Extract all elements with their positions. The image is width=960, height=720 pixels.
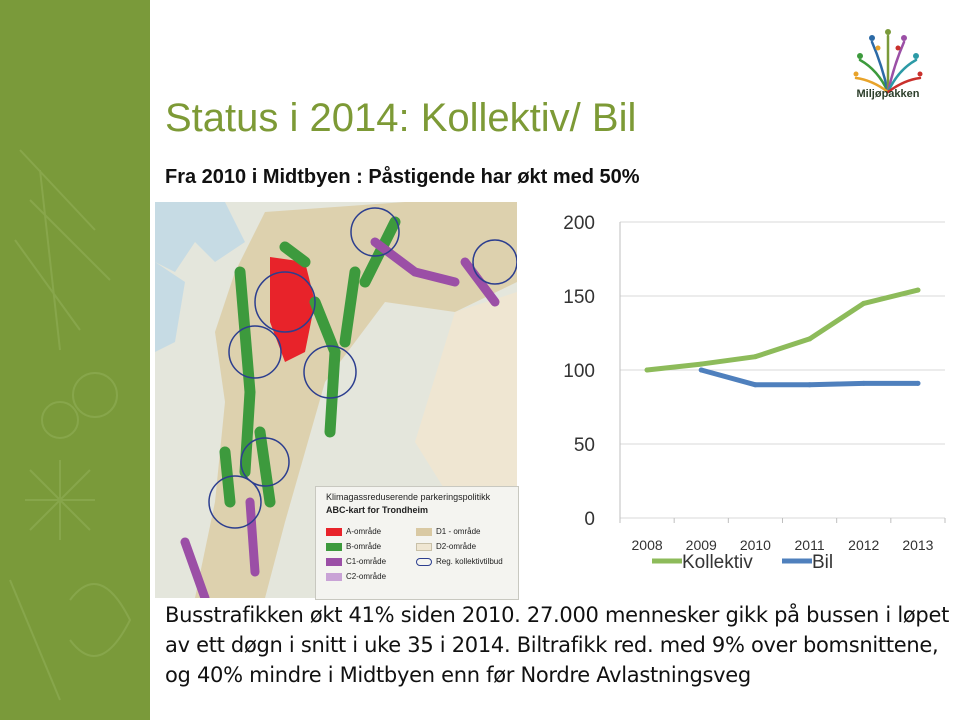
legend-label: C1-område — [346, 557, 387, 566]
data-point — [807, 382, 812, 387]
legend-item-d1 — [416, 527, 480, 536]
line-chart — [520, 200, 960, 580]
data-point — [645, 368, 650, 373]
sidebar-ornament-icon — [0, 0, 150, 720]
legend-swatch — [326, 543, 342, 551]
y-tick-label: 150 — [563, 287, 595, 308]
data-point — [807, 336, 812, 341]
map-legend — [315, 486, 519, 600]
legend-item-b — [326, 542, 381, 551]
x-tick-label: 2012 — [848, 537, 880, 553]
logo-text: Miljøpakken — [856, 88, 920, 100]
y-tick-label: 0 — [584, 509, 595, 530]
legend-item-reg — [416, 557, 503, 566]
abc-map — [155, 202, 517, 598]
legend-item-c2 — [326, 572, 386, 581]
legend-item-d2 — [416, 542, 476, 551]
legend-swatch — [416, 528, 432, 536]
data-point — [861, 381, 866, 386]
y-tick-label: 200 — [563, 213, 595, 234]
legend-swatch — [416, 543, 432, 551]
x-tick-label: 2013 — [902, 537, 934, 553]
x-tick-label: 2011 — [794, 537, 825, 553]
legend-label: D1 - område — [436, 527, 481, 536]
legend-swatch — [416, 558, 432, 566]
series-line-kollektiv — [647, 290, 918, 370]
data-point — [699, 362, 704, 367]
legend-label-kollektiv: Kollektiv — [682, 552, 753, 573]
body-text: Busstrafikken økt 41% siden 2010. 27.000 mennesker gikk på bussen i løpet av ett døgn i snitt i uke 35 i 2014. Biltrafikk red. med 9% over bomsnittene, og 40% mindre i Midtbyen enn før Nordre Avlastningsveg — [165, 603, 950, 687]
x-tick-label: 2010 — [739, 537, 771, 553]
legend-label: Reg. kollektivtilbud — [436, 557, 503, 566]
legend-swatch — [326, 558, 342, 566]
slide-title: Status i 2014: Kollektiv/ Bil — [165, 96, 637, 140]
map-legend-subtitle: ABC-kart for Trondheim — [326, 505, 429, 515]
legend-swatch — [326, 528, 342, 536]
x-tick-label: 2009 — [685, 537, 717, 553]
legend-swatch — [326, 573, 342, 581]
legend-item-a — [326, 527, 381, 536]
data-point — [915, 288, 920, 293]
legend-item-c1 — [326, 557, 386, 566]
legend-label-bil: Bil — [812, 552, 834, 573]
data-point — [753, 382, 758, 387]
y-tick-label: 50 — [573, 435, 595, 456]
sidebar-decoration — [0, 0, 150, 720]
data-point — [915, 381, 920, 386]
slide-subtitle: Fra 2010 i Midtbyen : Påstigende har økt med 50% — [165, 166, 640, 188]
legend-label: C2-område — [346, 572, 387, 581]
data-point — [699, 368, 704, 373]
legend-label: A-område — [346, 527, 382, 536]
y-tick-label: 100 — [563, 361, 595, 382]
map-legend-title: Klimagassreduserende parkeringspolitikk — [326, 492, 491, 502]
data-point — [861, 301, 866, 306]
legend-label: B-område — [346, 542, 382, 551]
data-point — [753, 354, 758, 359]
x-tick-label: 2008 — [631, 537, 663, 553]
legend-label: D2-område — [436, 542, 477, 551]
